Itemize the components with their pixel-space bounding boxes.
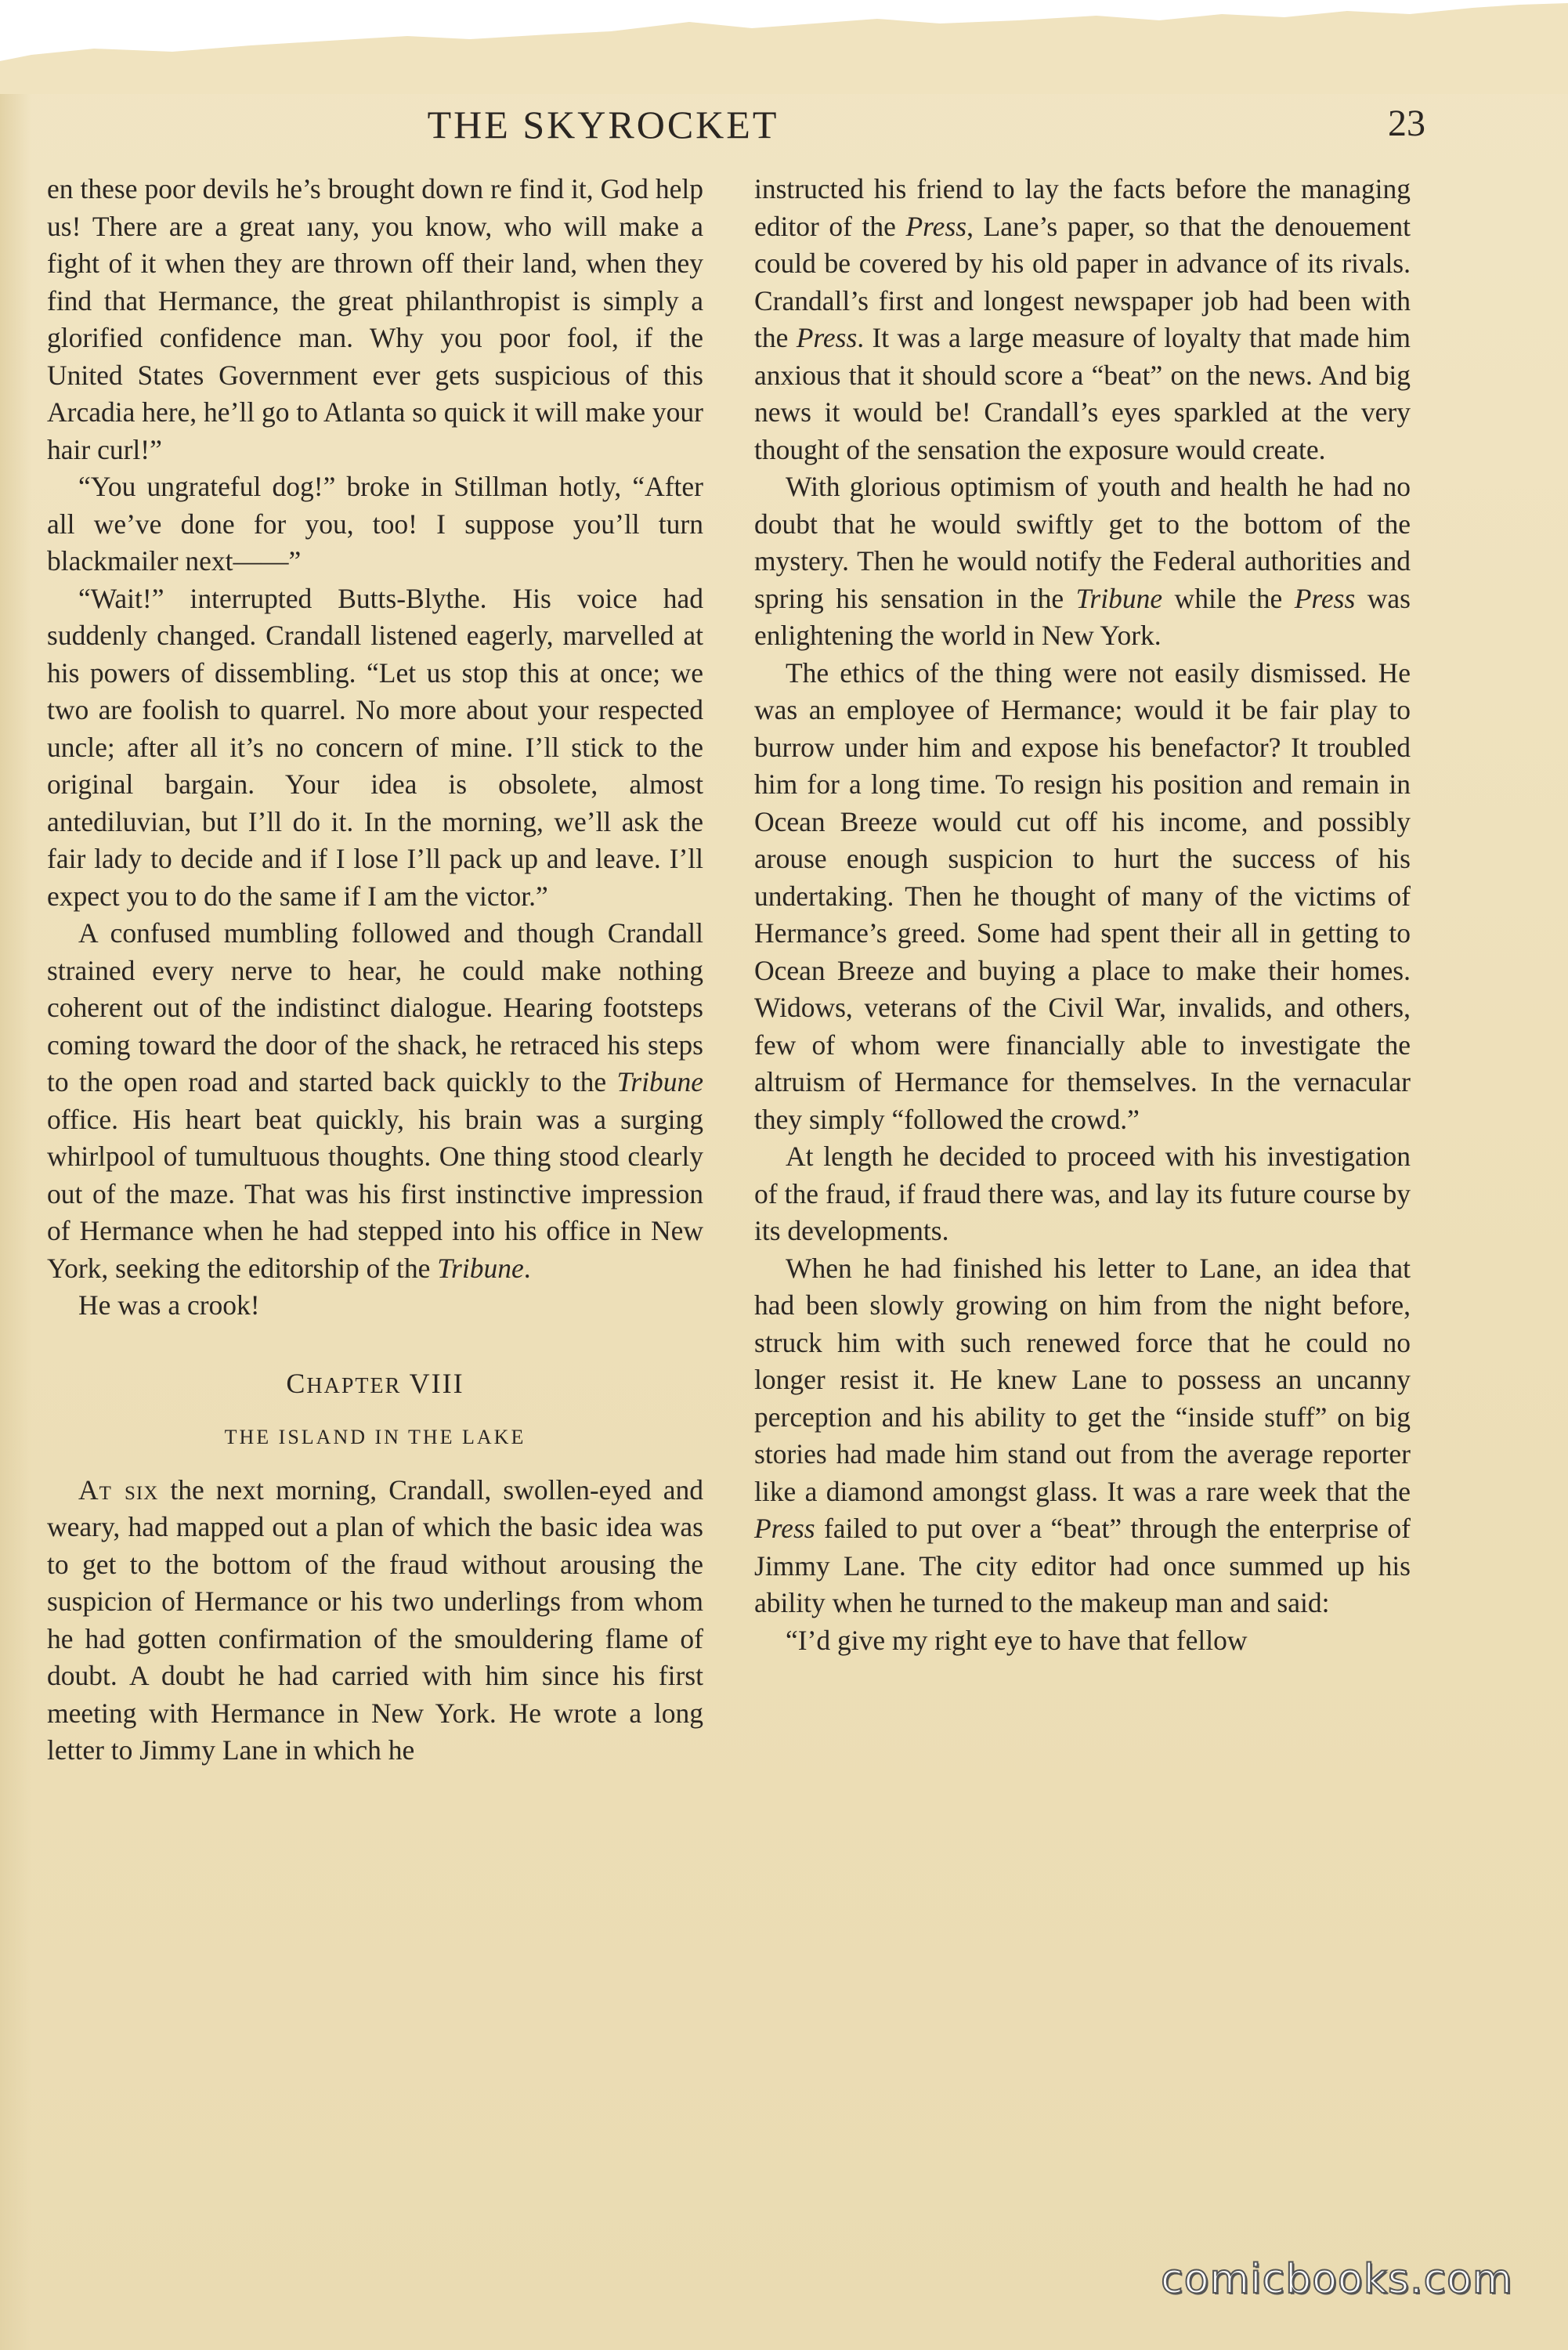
left-column	[47, 171, 703, 1770]
right-column	[754, 171, 1411, 1659]
paragraph: en these poor devils he’s brought down re find it, God help us! There are a great ıany, you know, who will make a fight of it when they are thrown off their land, when they find that Hermance, the great philanthropist is simply a glorified confidence man. Why you poor fool, if the United States Government ever gets suspicious of this Arcadia here, he’ll go to Atlanta so quick it will make your hair curl!”	[47, 173, 703, 465]
paragraph	[754, 468, 1411, 655]
italic-title: Tribune	[1075, 582, 1163, 614]
chapter-number: VIII	[409, 1367, 464, 1399]
italic-title: Press	[905, 210, 967, 242]
chapter-label-initial: C	[286, 1367, 307, 1399]
running-title: THE SKYROCKET	[427, 103, 779, 146]
italic-title: Press	[754, 1513, 815, 1544]
text-run: while the	[1162, 582, 1295, 614]
text-run: office. His heart beat quickly, his brain was a surging whirlpool of tumultuous thoughts. One thing stood clearly out of the maze. That was his first instinctive impression of Hermance when he had stepped into his office in New York, seeking the editorship of the	[47, 1103, 703, 1284]
paragraph: The ethics of the thing were not easily dismissed. He was an employee of Hermance; would it be fair play to burrow under him and expose his benefactor? It troubled him for a long time. To resign his position and remain in Ocean Breeze would cut off his income, and possibly arouse enough suspicion to hurt the success of his undertaking. Then he thought of many of the victims of Hermance’s greed. Some had spent their all in getting to Ocean Breeze and buying a place to make their homes. Widows, veterans of the Civil War, invalids, and others, few of whom were financially able to investigate the altruism of Hermance for themselves. In the vernacular they simply “followed the crowd.”	[754, 656, 1411, 1135]
running-header	[0, 102, 1568, 164]
paragraph	[47, 1472, 703, 1770]
page-number: 23	[1388, 103, 1425, 144]
text-run: was enlightening the world in New York.	[754, 582, 1411, 651]
source-watermark: comicbooks.com	[1161, 2256, 1513, 2303]
paragraph: At length he decided to proceed with his investigation of the fraud, if fraud there was, and lay its future course by its developments.	[754, 1141, 1411, 1246]
text-run: With glorious optimism of youth and health he had no doubt that he would swiftly get to the bottom of the mystery. Then he would notify the Federal authorities and spring his sensation in the	[754, 471, 1411, 614]
paragraph	[754, 1250, 1411, 1622]
text-run: instructed his friend to lay the facts before the managing editor of the	[754, 173, 1411, 242]
text-run: the next morning, Crandall, swollen-eyed and weary, had mapped out a plan of which the basic idea was to get to the bottom of the fraud without arousing the suspicion of Hermance or his two underlings from whom he had gotten confirmation of the smouldering flame of doubt. A doubt he had carried with him since his first meeting with Hermance in New York. He wrote a long letter to Jimmy Lane in which he	[47, 1473, 703, 1766]
text-run: , Lane’s paper, so that the denouement could be covered by his old paper in advance of its rivals. Crandall’s first and longest newspaper job had been with the	[754, 210, 1411, 353]
text-run: . It was a large measure of loyalty that made him anxious that it should score a “beat” on the news. And big news it would be! Crandall’s eyes sparkled at the very thought of the sensation the exposure would create.	[754, 322, 1411, 465]
text-run: .	[523, 1252, 531, 1284]
italic-title: Press	[796, 322, 858, 353]
chapter-label-rest: HAPTER	[306, 1373, 402, 1398]
paragraph: “You ungrateful dog!” broke in Stillman hotly, “After all we’ve done for you, too! I suppose you’ll turn blackmailer next——”	[47, 471, 703, 577]
text-run: When he had finished his letter to Lane, an idea that had been slowly growing on him from the night before, struck him with such renewed force that he could no longer resist it. He knew Lane to possess an uncanny perception and his ability to get the “inside stuff” on big stories had made him stand out from the average reporter like a diamond amongst glass. It was a rare week that the	[754, 1252, 1411, 1507]
paragraph: “Wait!” interrupted Butts-Blythe. His voice had suddenly changed. Crandall listened eagerly, marvelled at his powers of dissembling. “Let us stop this at once; we two are foolish to quarrel. No more about your respected uncle; after all it’s no concern of mine. I’ll stick to the original bargain. Your idea is obsolete, almost antediluvian, but I’ll do it. In the morning, we’ll ask the fair lady to decide and if I lose I’ll pack up and leave. I’ll expect you to do the same if I am the victor.”	[47, 582, 703, 912]
chapter-title: THE ISLAND IN THE LAKE	[224, 1426, 526, 1448]
torn-top-edge	[0, 0, 1568, 94]
torn-edge-shape	[0, 0, 1568, 94]
text-run: A confused mumbling followed and though Crandall strained every nerve to hear, he could make nothing coherent out of the indistinct dialogue. Hearing footsteps coming toward the door of the shack, he retraced his steps to the open road and started back quickly to the	[47, 917, 703, 1097]
text-run: failed to put over a “beat” through the enterprise of Jimmy Lane. The city editor had once summed up his ability when he turned to the makeup man and said:	[754, 1513, 1411, 1618]
paragraph: “I’d give my right eye to have that fellow	[786, 1624, 1248, 1656]
chapter-heading	[47, 1365, 703, 1405]
lead-in: At six	[78, 1473, 159, 1506]
italic-title: Tribune	[616, 1066, 703, 1097]
italic-title: Press	[1294, 582, 1356, 614]
page-shadow-edge	[0, 94, 31, 2350]
paragraph: He was a crook!	[78, 1289, 260, 1321]
paragraph	[47, 915, 703, 1287]
italic-title: Tribune	[437, 1252, 524, 1284]
paragraph	[754, 171, 1411, 468]
